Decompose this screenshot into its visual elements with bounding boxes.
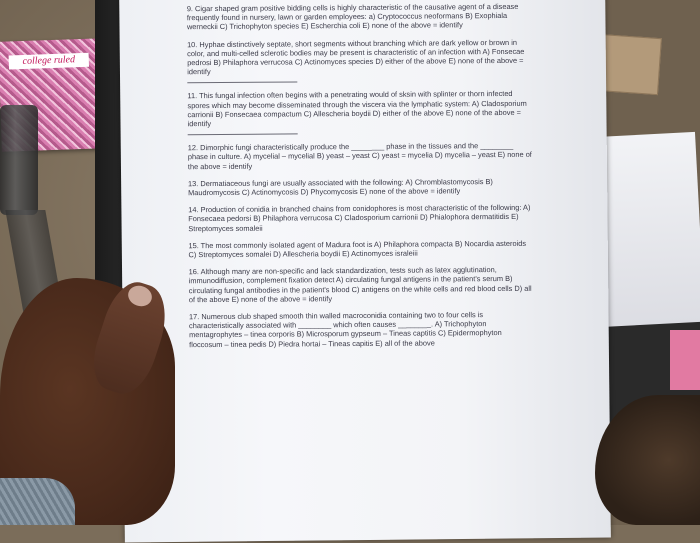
question-text: Cigar shaped gram positive bidding cells is highly characteristic of the causative agent of a disease frequently found in nursery, lawn or garden employees: a) Cryptococcus neoformans B) Exophiala werneckii C) Trichophyton species E) Escherchia coli E) none of the above = identify <box>186 1 519 32</box>
question-text: Although many are non-specific and lack standardization, tests such as latex agglutination, immunodiffusion, complement fixation detect A) circulating fungal antigens in the patient's serum B) circulating fungal antibodies in the patient's blood C) antigens on the white cells and red blood cells D) all of the above E) none of the above = identify <box>188 265 532 305</box>
question <box>187 2 532 32</box>
question-text: Production of conidia in branched chains from conidophores is most characteristic of the following: A) Fonsecaea pedorsi B) Philaphora verrucosa C) Cladosporium carrionii D) Phialophora dermatitidis E) Streptomyces somaleii <box>188 203 531 233</box>
question-number: 9. <box>186 4 194 14</box>
question-number: 14. <box>188 205 199 215</box>
pink-object <box>670 330 700 390</box>
glass-jar <box>0 105 38 215</box>
question-number: 10. <box>187 39 198 49</box>
question <box>188 141 533 171</box>
question <box>189 265 534 304</box>
question <box>187 89 532 135</box>
question <box>187 37 532 83</box>
sleeve <box>0 478 75 525</box>
question-number: 11. <box>187 91 198 101</box>
answer-line <box>188 128 298 136</box>
question <box>189 310 534 349</box>
question-text: This fungal infection often begins with a penetrating would of sksin with splinter or thorn infected spores which may become disseminated through the viscera via the lymphatic system: A) Cladosporium carrionii B) Fonsecaea compactum C) Allescheria boydii D) either of the above E) none of the above = identify <box>187 89 527 129</box>
question-text: Dimorphic fungi characteristically produce the ________ phase in the tissues and the ________ phase in culture. A) mycelial – mycelial B) yeast – yeast C) yeast = mycelia D) mycelia – yeast E) none of the above = identify <box>187 141 532 171</box>
question-number: 12. <box>187 143 199 153</box>
question-text: The most commonly isolated agent of Madura foot is A) Philaphora compacta B) Nocardia asteroids C) Streptomyces somalei D) Allescheria boydii E) Actinomyces israleiii <box>188 238 527 260</box>
question-text: Numerous club shaped smooth thin walled macroconidia containing two to four cells is characteristically associated with ________ which often causes ________. A) Trichophyton mentagrophytes – tinea corporis B) Microsporum gypseum – Tineas captitis C) Epidermophyton floccosum – tinea pedis D) Piedra hortai – Tineas capitis E) all of the above <box>188 310 502 349</box>
question <box>188 177 533 198</box>
question-number: 17. <box>188 312 200 322</box>
question <box>188 239 533 260</box>
question-number: 13. <box>187 178 199 189</box>
question-list <box>187 2 534 357</box>
notebook-label: college ruled <box>9 53 89 70</box>
answer-line <box>187 76 297 84</box>
question-number: 16. <box>188 267 199 277</box>
question-text: Dermatiaceous fungi are usually associated with the following: A) Chromblastomycosis B) Maudromycosis C) Actinomycosis D) Phycomycosis E) none of the above = identify <box>188 176 493 198</box>
question-number: 15. <box>188 240 199 251</box>
question-text: Hyphae distinctively septate, short segments without branching which are dark yellow or brown in color, and multi-celled sclerotic bodies may be present is characteristic of an infection with A) Fonsecae pedrosi B) Philaphora verrucosa C) Actinomyces species D) either of the above E) none of the above = identify <box>187 37 525 77</box>
question <box>188 203 533 233</box>
